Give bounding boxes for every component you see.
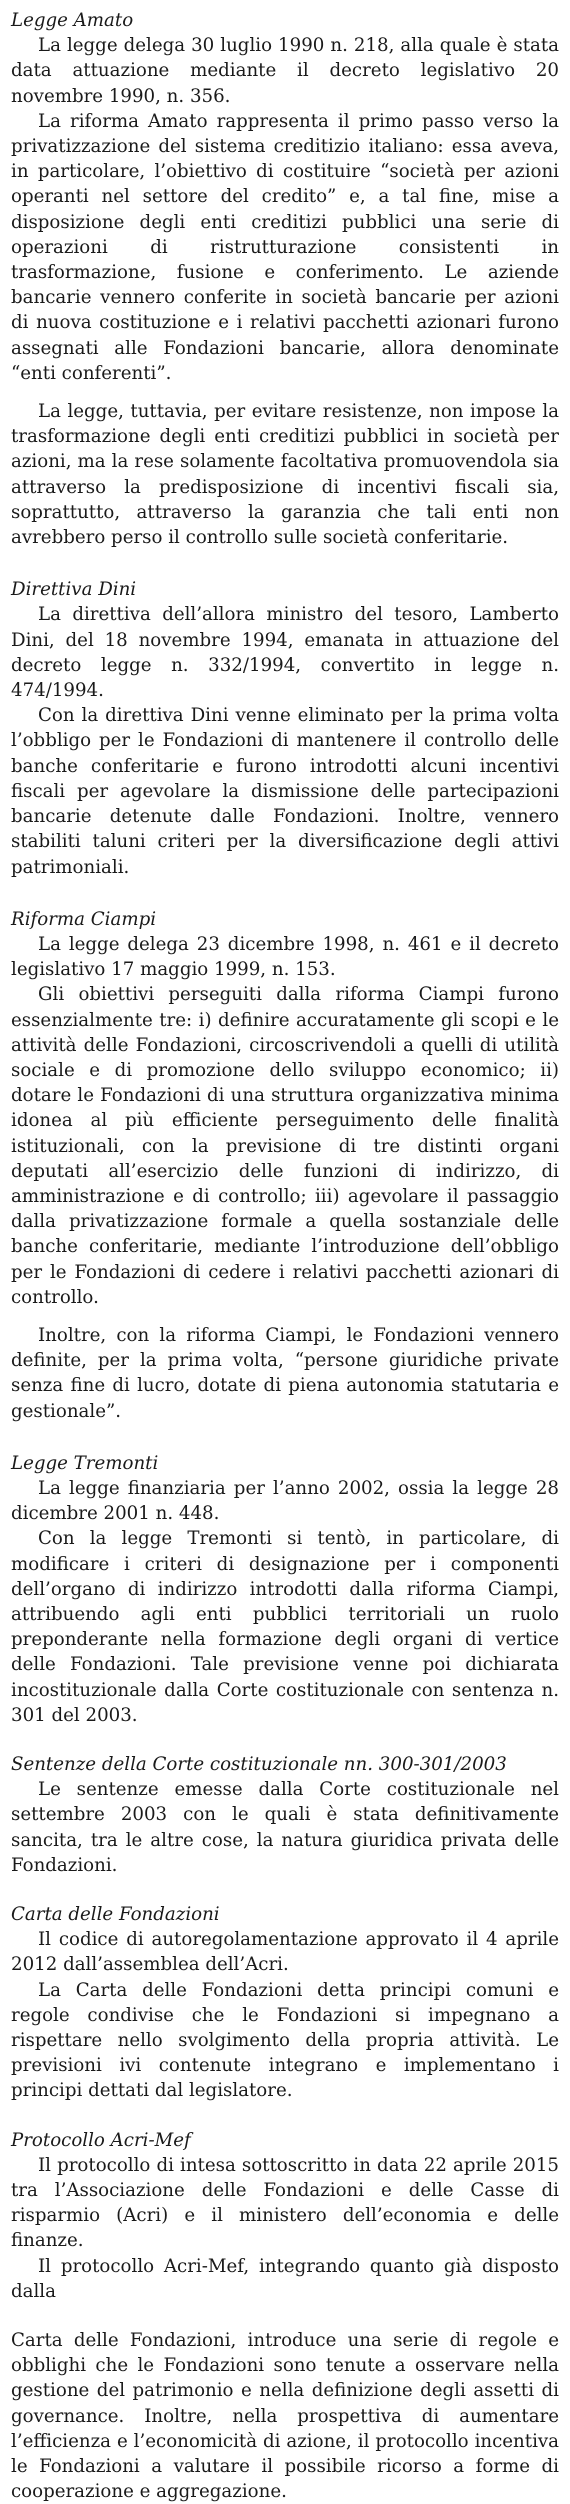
section-carta-delle-fondazioni	[11, 1902, 559, 2104]
paragraph: La legge finanziaria per l’anno 2002, ossia la legge 28 dicembre 2001 n. 448.	[11, 1477, 559, 1525]
paragraph: La legge delega 30 luglio 1990 n. 218, alla quale è stata data attuazione mediante il decreto legislativo 20 novembre 1990, n. 356.	[11, 35, 559, 107]
paragraph: Il codice di autoregolamentazione approvato il 4 aprile 2012 dall’assemblea dell’Acri.	[11, 1929, 559, 1976]
paragraph: Carta delle Fondazioni, introduce una serie di regole e obblighi che le Fondazioni sono tenute a osservare nella gestione del patrimonio e nella definizione degli assetti di governance. Inoltre, nella prospettiva di aumentare l’efficienza e l’economicità di azione, il protocollo incentiva le Fondazioni a valutare il possibile ricorso a forme di cooperazione e aggregazione.	[11, 2330, 559, 2503]
paragraph: La Carta delle Fondazioni detta principi comuni e regole condivise che le Fondazioni si impegnano a rispettare nello svolgimento della propria attività. Le previsioni ivi contenute integrano e implementano i principi dettati dal legislatore.	[11, 1979, 559, 2102]
paragraph: Il protocollo di intesa sottoscritto in data 22 aprile 2015 tra l’Associazione delle Fondazioni e delle Casse di risparmio (Acri) e il ministero dell’economia e delle finanze.	[11, 2154, 559, 2252]
paragraph: La riforma Amato rappresenta il primo passo verso la privatizzazione del sistema creditizio italiano: essa aveva, in particolare, l’obiettivo di costituire “società per azioni operanti nel settore del credito” e, a tal fine, mise a disposizione degli enti creditizi pubblici una serie di operazioni di ristrutturazione consistenti in trasformazione, fusione e conferimento. Le aziende bancarie vennero conferite in società bancarie per azioni di nuova costituzione e i relativi pacchetti azionari furono assegnati alle Fondazioni bancarie, allora denominate “enti conferenti”.	[11, 110, 559, 384]
paragraph: Gli obiettivi perseguiti dalla riforma Ciampi furono essenzialmente tre: i) definire accuratamente gli scopi e le attività delle Fondazioni, circoscrivendoli a quelli di utilità sociale e di promozione dello sviluppo economico; ii) dotare le Fondazioni di una struttura organizzativa minima idonea al più efficiente perseguimento delle finalità istituzionali, con la previsione di tre distinti organi deputati all’esercizio delle funzioni di indirizzo, di amministrazione e di controllo; iii) agevolare il passaggio dalla privatizzazione formale a quella sostanziale delle banche conferitarie, mediante l’introduzione dell’obbligo per le Fondazioni di cedere i relativi pacchetti azionari di controllo.	[11, 984, 559, 1308]
section-title: Carta delle Fondazioni	[11, 1904, 220, 1926]
section-title: Legge Tremonti	[11, 1452, 159, 1474]
section-legge-tremonti	[11, 1451, 559, 1728]
paragraph: Inoltre, con la riforma Ciampi, le Fondazioni vennero definite, per la prima volta, “persone giuridiche private senza fine di lucro, dotate di piena autonomia statutaria e gestionale”.	[11, 1324, 559, 1422]
paragraph: Con la direttiva Dini venne eliminato per la prima volta l’obbligo per le Fondazioni di mantenere il controllo delle banche conferitarie e furono introdotti alcuni incentivi fiscali per agevolare la dismissione delle partecipazioni bancarie detenute dalle Fondazioni. Inoltre, vennero stabiliti taluni criteri per la diversificazione degli attivi patrimoniali.	[11, 705, 559, 878]
paragraph: Con la legge Tremonti si tentò, in particolare, di modificare i criteri di designazione per i componenti dell’organo di indirizzo introdotti dalla riforma Ciampi, attribuendo agli enti pubblici territoriali un ruolo preponderante nella formazione degli organi di vertice delle Fondazioni. Tale previsione venne poi dichiarata incostituzionale dalla Corte costituzionale con sentenza n. 301 del 2003.	[11, 1528, 559, 1726]
paragraph: La direttiva dell’allora ministro del tesoro, Lamberto Dini, del 18 novembre 1994, emanata in attuazione del decreto legge n. 332/1994, convertito in legge n. 474/1994.	[11, 604, 559, 702]
paragraph: Le sentenze emesse dalla Corte costituzionale nel settembre 2003 con le quali è stata definitivamente sancita, tra le altre cose, la natura giuridica privata delle Fondazioni.	[11, 1779, 559, 1876]
section-title: Legge Amato	[11, 10, 134, 31]
section-title: Direttiva Dini	[11, 579, 137, 601]
section-title: Riforma Ciampi	[11, 908, 157, 930]
paragraph: Il protocollo Acri-Mef, integrando quanto già disposto dalla	[11, 2255, 559, 2302]
paragraph: La legge, tuttavia, per evitare resistenze, non impose la trasformazione degli enti creditizi pubblici in società per azioni, ma la rese solamente facoltativa promuovendola sia attraverso la predisposizione di incentivi fiscali sia, soprattutto, attraverso la garanzia che tali enti non avrebbero perso il controllo sulle società conferitarie.	[11, 401, 559, 549]
section-sentenze-corte-costituzionale	[11, 1752, 559, 1878]
section-legge-amato	[11, 8, 559, 550]
section-title: Protocollo Acri-Mef	[11, 2129, 191, 2151]
section-title: Sentenze della Corte costituzionale nn. 300-301/2003	[11, 1754, 507, 1775]
paragraph: La legge delega 23 dicembre 1998, n. 461 e il decreto legislativo 17 maggio 1999, n. 153.	[11, 933, 559, 981]
section-direttiva-dini	[11, 577, 559, 879]
section-riforma-ciampi	[11, 907, 559, 1424]
section-protocollo-acri-mef	[11, 2128, 559, 2504]
